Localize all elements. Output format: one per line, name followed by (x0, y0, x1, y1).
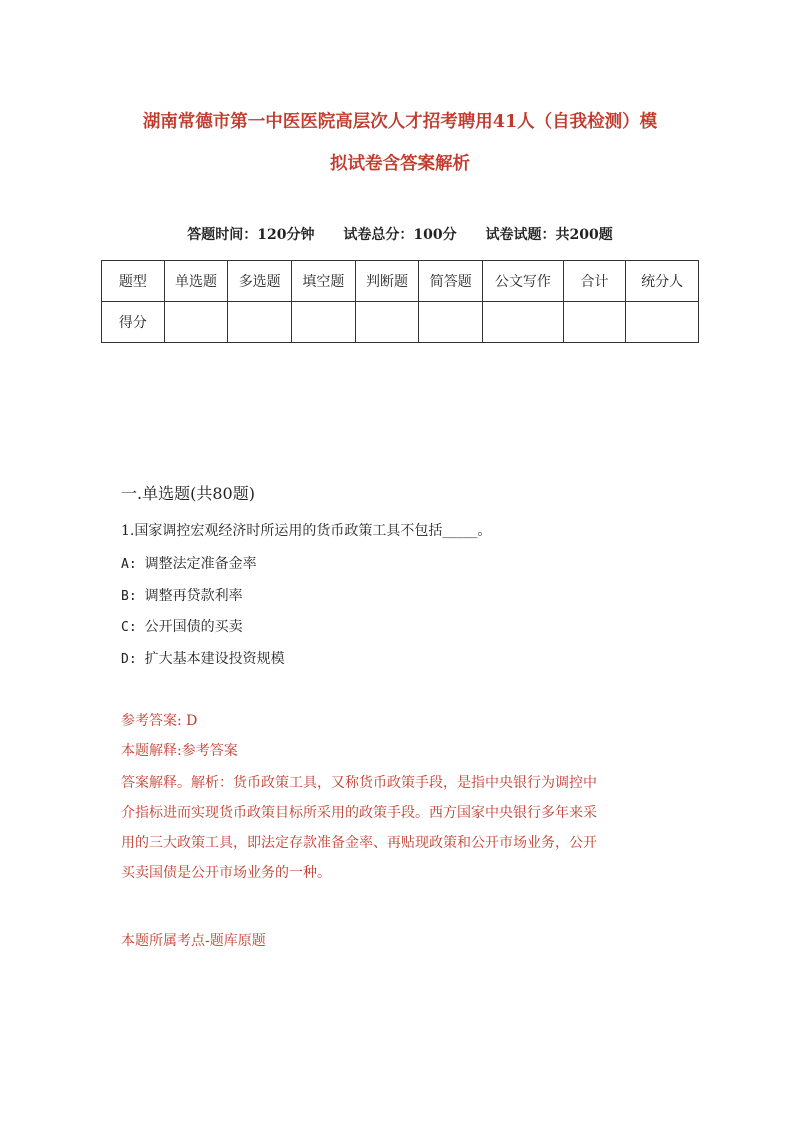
option-a (121, 553, 257, 573)
answer-explanation (121, 768, 681, 888)
option-text: 扩大基本建设投资规模 (144, 651, 285, 667)
score-cell (164, 302, 228, 343)
exam-total-score: 试卷总分：100分 (343, 227, 457, 243)
score-cell (292, 302, 356, 343)
option-c (121, 616, 243, 636)
page-title-line-2: 拟试卷含答案解析 (330, 154, 470, 174)
exam-time: 答题时间：120分钟 (187, 227, 315, 243)
knowledge-point: 本题所属考点-题库原题 (121, 933, 266, 949)
score-cell (483, 302, 564, 343)
analysis-label: 本题解释:参考答案 (121, 743, 238, 759)
question-stem: 1.国家调控宏观经济时所运用的货币政策工具不包括_____。 (121, 523, 492, 539)
option-text: 调整法定准备金率 (144, 556, 257, 572)
score-row-label: 得分 (102, 302, 165, 343)
exam-info (0, 224, 800, 244)
score-cell (419, 302, 483, 343)
score-cell (563, 302, 626, 343)
score-table-header-cell: 单选题 (164, 261, 228, 302)
score-table-header-cell: 填空题 (292, 261, 356, 302)
score-table-header-cell: 多选题 (228, 261, 292, 302)
explanation-line: 买卖国债是公开市场业务的一种。 (121, 865, 331, 881)
explanation-line: 介指标进而实现货币政策目标所采用的政策手段。西方国家中央银行多年来采 (121, 805, 597, 821)
score-table-score-row (102, 302, 699, 343)
option-text: 调整再贷款利率 (144, 588, 243, 604)
explanation-line: 答案解释。解析：货币政策工具，又称货币政策手段，是指中央银行为调控中 (121, 775, 597, 791)
option-d (121, 648, 285, 668)
score-table-header-cell: 统分人 (626, 261, 699, 302)
score-table-header-cell: 简答题 (419, 261, 483, 302)
score-table (101, 260, 699, 343)
section-heading: 一.单选题(共80题) (121, 484, 255, 503)
score-table-header-cell: 题型 (102, 261, 165, 302)
exam-question-count: 试卷试题：共200题 (485, 227, 613, 243)
option-letter: B: (121, 589, 137, 604)
score-cell (626, 302, 699, 343)
explanation-line: 用的三大政策工具，即法定存款准备金率、再贴现政策和公开市场业务，公开 (121, 835, 597, 851)
option-letter: C: (121, 620, 137, 635)
reference-answer: 参考答案: D (121, 713, 198, 729)
score-table-header-cell: 判断题 (355, 261, 419, 302)
option-text: 公开国债的买卖 (144, 619, 243, 635)
page-title-line-1: 湖南常德市第一中医医院高层次人才招考聘用41人（自我检测）模 (142, 112, 658, 132)
option-b (121, 585, 243, 605)
option-letter: A: (121, 557, 137, 572)
score-table-header-cell: 合计 (563, 261, 626, 302)
score-table-header-row (102, 261, 699, 302)
score-table-header-cell: 公文写作 (483, 261, 564, 302)
option-letter: D: (121, 652, 137, 667)
score-cell (355, 302, 419, 343)
score-cell (228, 302, 292, 343)
